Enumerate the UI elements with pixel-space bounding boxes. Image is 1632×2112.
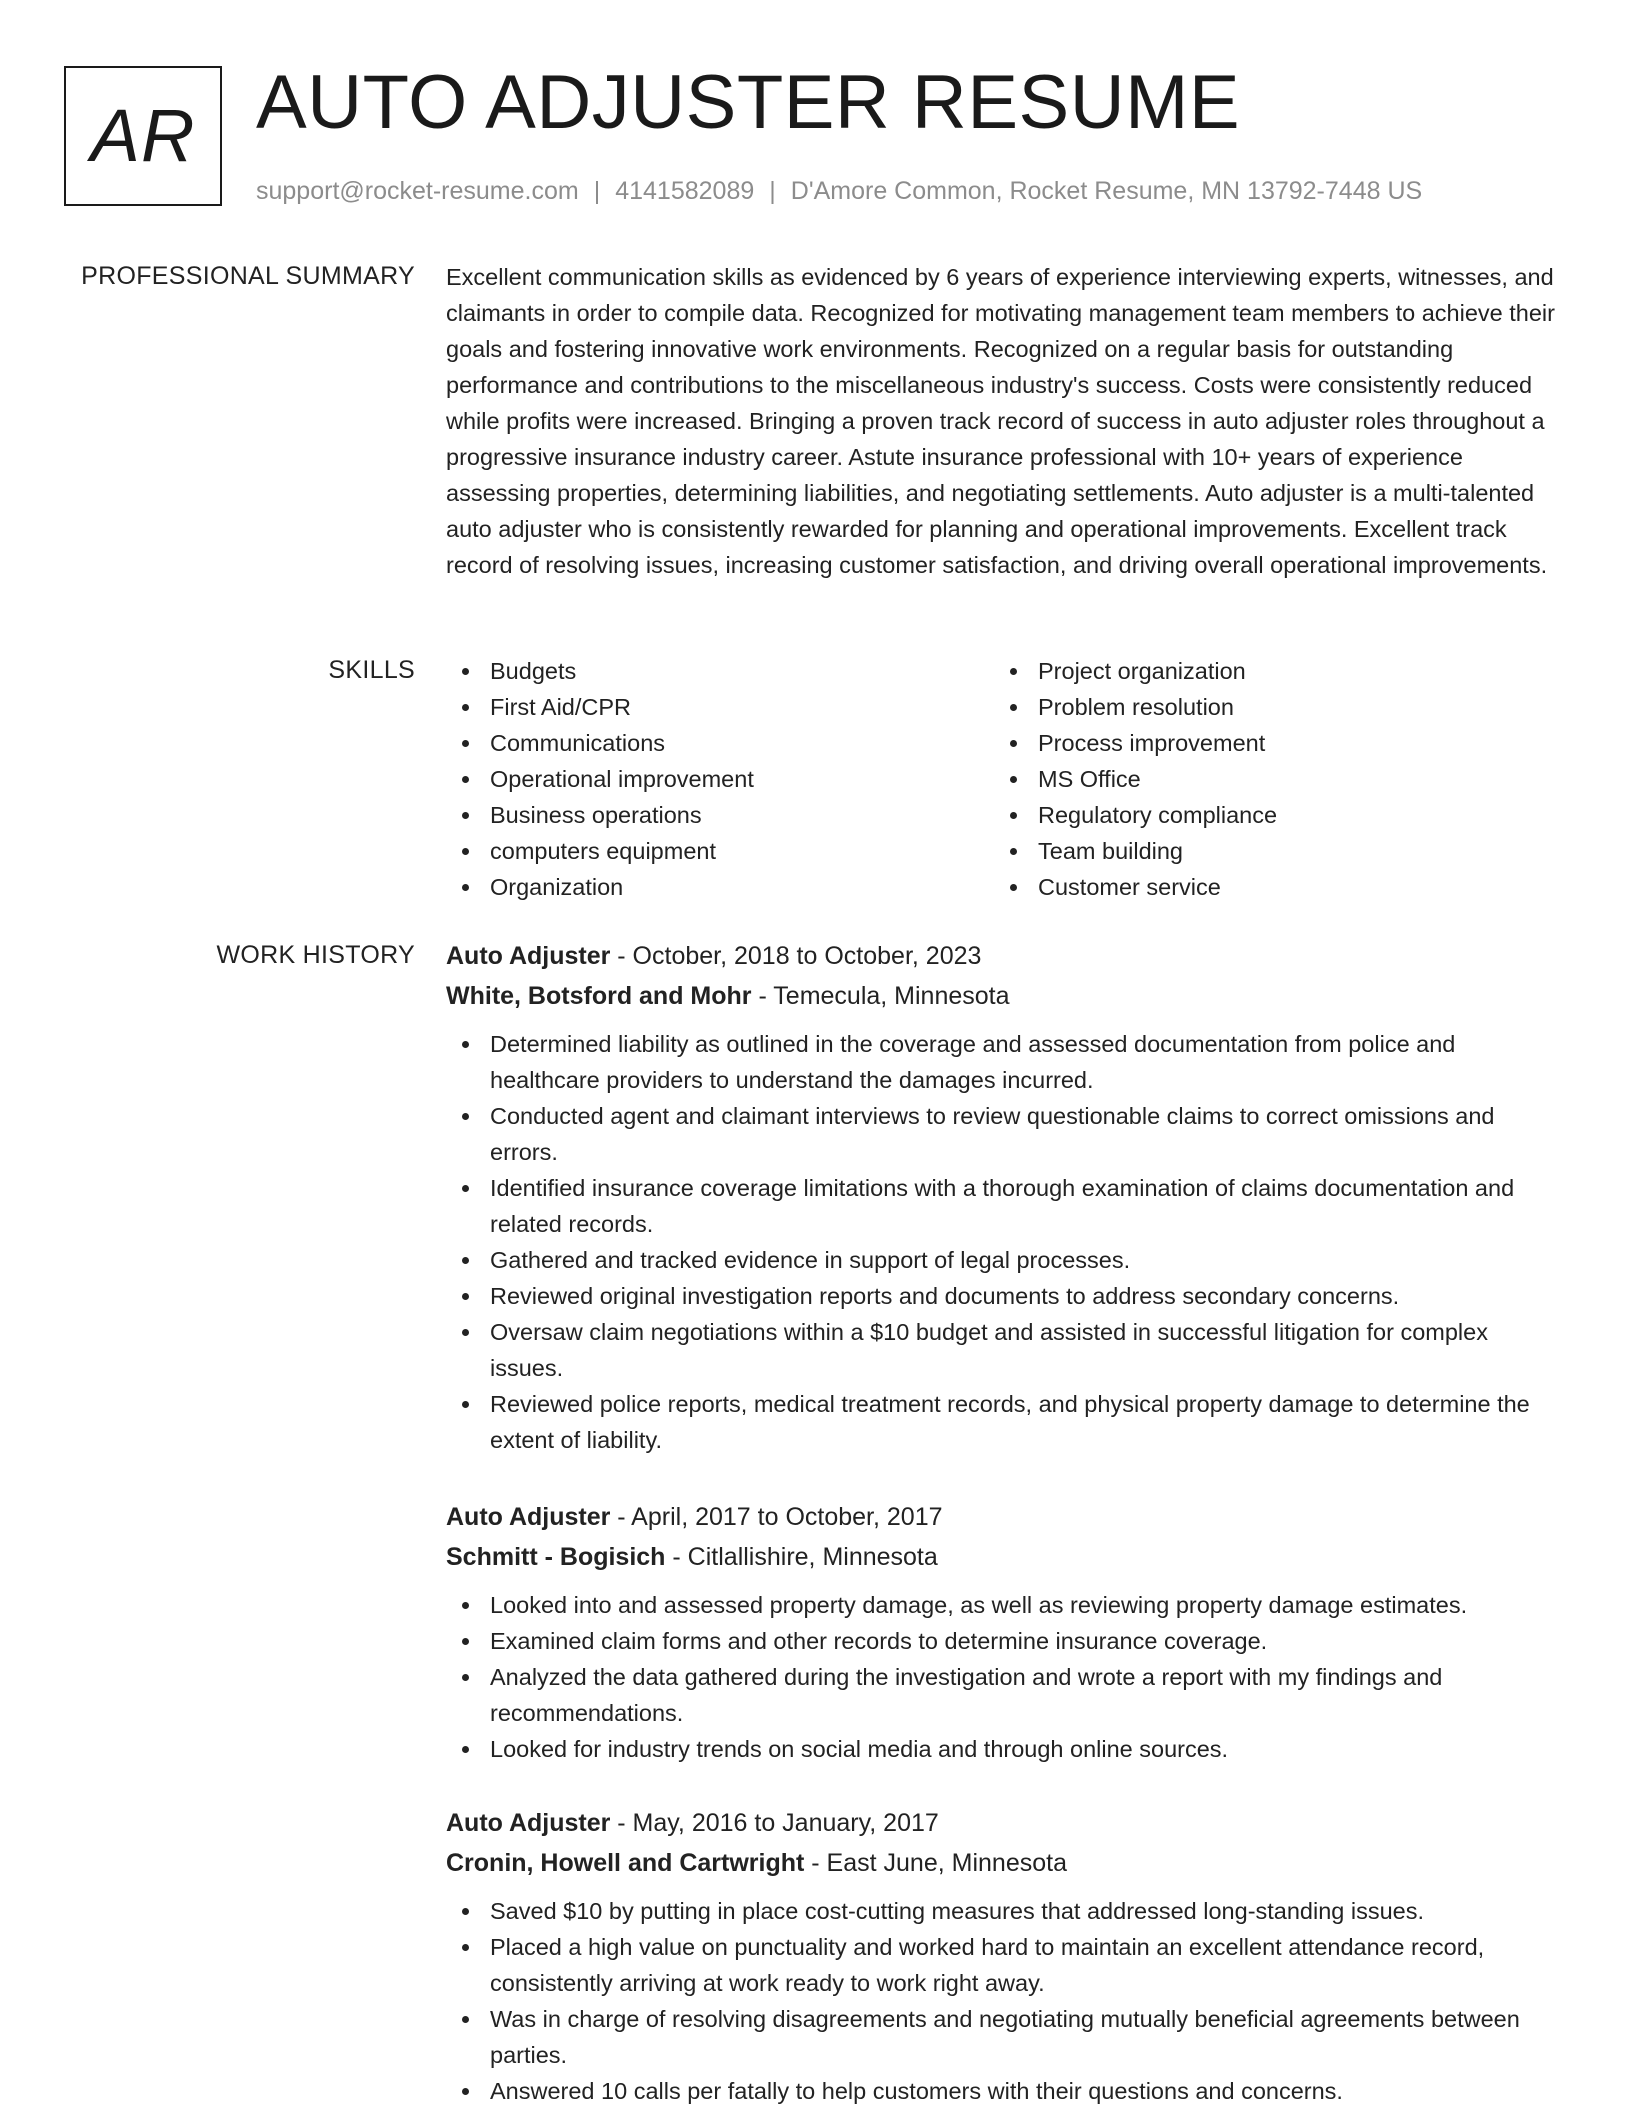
skill-item: Organization: [446, 869, 994, 905]
contact-line: [256, 174, 1422, 208]
skill-item: Project organization: [994, 653, 1542, 689]
work-history-heading: WORK HISTORY: [216, 941, 415, 969]
job-bullet: Placed a high value on punctuality and worked hard to maintain an excellent attendance record, consistently arriving at work ready to work right away.: [446, 1929, 1566, 2001]
job-entry: [446, 936, 1566, 1458]
job-company: Schmitt - Bogisich: [446, 1543, 666, 1571]
skills-column-right: [994, 653, 1542, 905]
skill-item: Communications: [446, 725, 994, 761]
job-title: Auto Adjuster: [446, 1503, 611, 1531]
job-bullet: Analyzed the data gathered during the investigation and wrote a report with my findings and recommendations.: [446, 1659, 1566, 1731]
job-bullets: [446, 1026, 1566, 1458]
skills-column-left: [446, 653, 994, 905]
job-dates: - October, 2018 to October, 2023: [610, 942, 982, 970]
job-bullet: Oversaw claim negotiations within a $10 budget and assisted in successful litigation for complex issues.: [446, 1314, 1566, 1386]
resume-title: AUTO ADJUSTER RESUME: [256, 60, 1241, 145]
job-title-line: [446, 936, 1566, 976]
contact-phone: 4141582089: [615, 177, 755, 205]
skill-item: Budgets: [446, 653, 994, 689]
skill-item: computers equipment: [446, 833, 994, 869]
job-bullet: Reviewed police reports, medical treatment records, and physical property damage to determine the extent of liability.: [446, 1386, 1566, 1458]
job-bullet: Saved $10 by putting in place cost-cutting measures that addressed long-standing issues.: [446, 1893, 1566, 1929]
contact-address: D'Amore Common, Rocket Resume, MN 13792-7448 US: [790, 177, 1423, 205]
job-company-line: [446, 976, 1566, 1016]
skill-item: Customer service: [994, 869, 1542, 905]
job-company-line: [446, 1537, 1566, 1577]
skill-item: Team building: [994, 833, 1542, 869]
skills-heading: SKILLS: [328, 656, 415, 684]
monogram-box: [64, 66, 222, 206]
job-title: Auto Adjuster: [446, 942, 611, 970]
job-bullet: Looked for industry trends on social media and through online sources.: [446, 1731, 1566, 1767]
summary-section: [446, 259, 1566, 583]
skill-item: MS Office: [994, 761, 1542, 797]
job-title-line: [446, 1497, 1566, 1537]
skill-item: Process improvement: [994, 725, 1542, 761]
job-bullet: Examined claim forms and other records to determine insurance coverage.: [446, 1623, 1566, 1659]
skill-item: Business operations: [446, 797, 994, 833]
job-bullet: Conducted agent and claimant interviews to review questionable claims to correct omissions and errors.: [446, 1098, 1566, 1170]
job-location: - Citlallishire, Minnesota: [665, 1543, 938, 1571]
job-bullets: [446, 1587, 1566, 1767]
contact-email: support@rocket-resume.com: [256, 177, 579, 205]
skills-grid: [446, 653, 1566, 905]
job-title-line: [446, 1803, 1566, 1843]
summary-heading: PROFESSIONAL SUMMARY: [81, 262, 415, 290]
summary-text: Excellent communication skills as evidenced by 6 years of experience interviewing experts, witnesses, and claimants in order to compile data. Recognized for motivating management team members to achieve their goals and fostering innovative work environments. Recognized on a regular basis for outstanding performance and contributions to the miscellaneous industry's success. Costs were consistently reduced while profits were increased. Bringing a proven track record of success in auto adjuster roles throughout a progressive insurance industry career. Astute insurance professional with 10+ years of experience assessing properties, determining liabilities, and negotiating settlements. Auto adjuster is a multi-talented auto adjuster who is consistently rewarded for planning and operational improvements. Excellent track record of resolving issues, increasing customer satisfaction, and driving overall operational improvements.: [446, 264, 1555, 578]
job-bullet: Reviewed original investigation reports and documents to address secondary concerns.: [446, 1278, 1566, 1314]
job-location: - East June, Minnesota: [804, 1849, 1067, 1877]
job-entry: [446, 1497, 1566, 1767]
job-company-line: [446, 1843, 1566, 1883]
skill-item: Problem resolution: [994, 689, 1542, 725]
skill-item: First Aid/CPR: [446, 689, 994, 725]
job-entry: [446, 1803, 1566, 2109]
job-bullet: Answered 10 calls per fatally to help customers with their questions and concerns.: [446, 2073, 1566, 2109]
contact-separator: |: [593, 177, 601, 205]
monogram-initials: AR: [90, 94, 196, 177]
job-title: Auto Adjuster: [446, 1809, 611, 1837]
job-bullet: Looked into and assessed property damage, as well as reviewing property damage estimates.: [446, 1587, 1566, 1623]
job-dates: - April, 2017 to October, 2017: [610, 1503, 943, 1531]
skill-item: Regulatory compliance: [994, 797, 1542, 833]
skill-item: Operational improvement: [446, 761, 994, 797]
job-bullets: [446, 1893, 1566, 2109]
job-bullet: Determined liability as outlined in the coverage and assessed documentation from police and healthcare providers to understand the damages incurred.: [446, 1026, 1566, 1098]
job-dates: - May, 2016 to January, 2017: [610, 1809, 939, 1837]
job-bullet: Gathered and tracked evidence in support of legal processes.: [446, 1242, 1566, 1278]
job-company: White, Botsford and Mohr: [446, 982, 752, 1010]
job-company: Cronin, Howell and Cartwright: [446, 1849, 805, 1877]
job-bullet: Identified insurance coverage limitations with a thorough examination of claims documentation and related records.: [446, 1170, 1566, 1242]
job-location: - Temecula, Minnesota: [751, 982, 1010, 1010]
job-bullet: Was in charge of resolving disagreements and negotiating mutually beneficial agreements between parties.: [446, 2001, 1566, 2073]
skills-section: [446, 653, 1566, 905]
contact-separator: |: [769, 177, 776, 205]
